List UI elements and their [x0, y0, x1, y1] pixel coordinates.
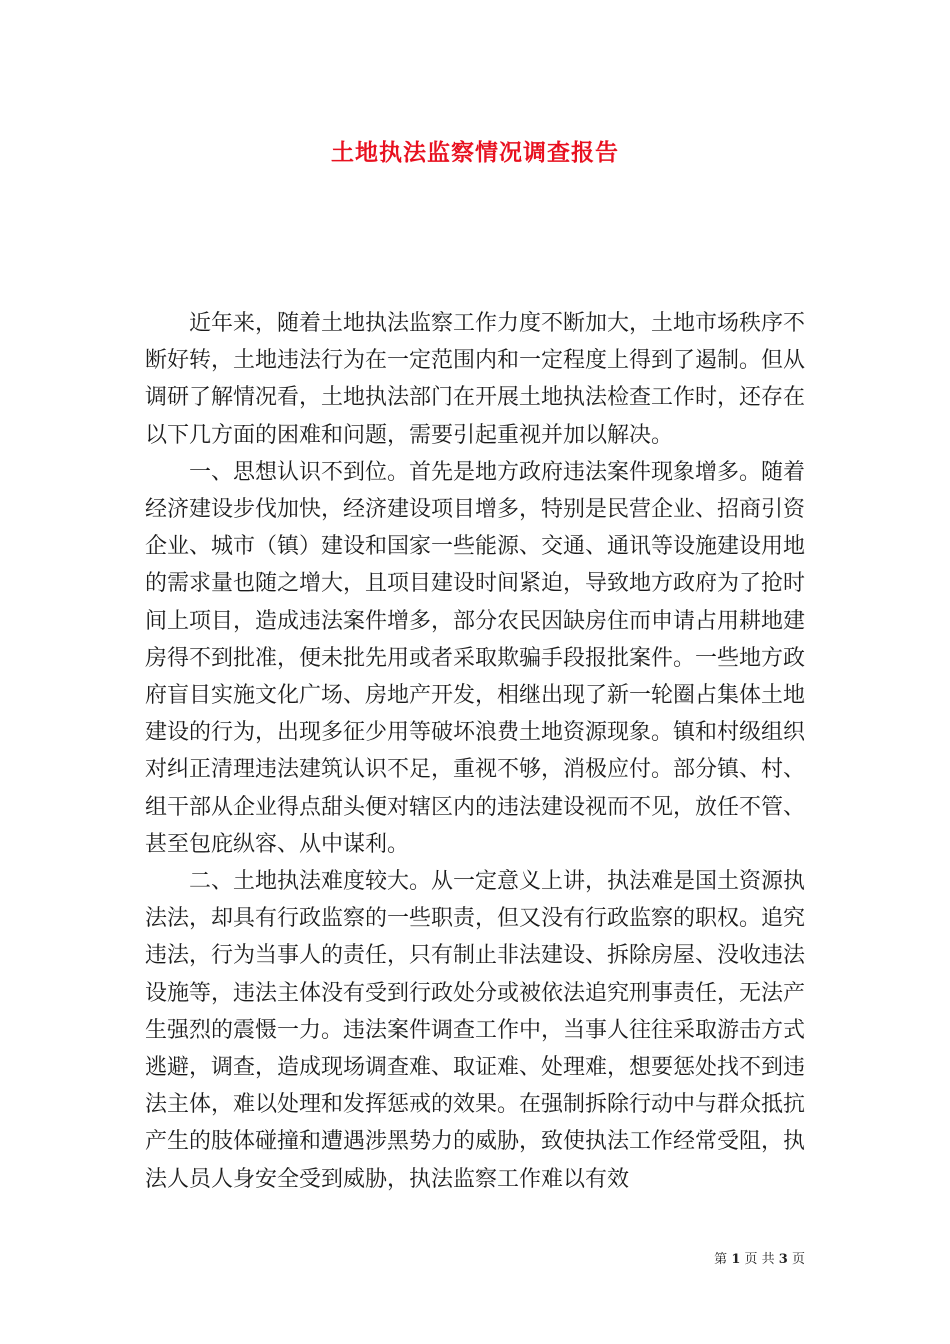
document-body	[145, 305, 805, 1198]
paragraph-section-1: 一、思想认识不到位。首先是地方政府违法案件现象增多。随着经济建设步伐加快，经济建设项目增多，特别是民营企业、招商引资企业、城市（镇）建设和国家一些能源、交通、通讯等设施建设用地的需求量也随之增大，且项目建设时间紧迫，导致地方政府为了抢时间上项目，造成违法案件增多，部分农民因缺房住而申请占用耕地建房得不到批准，便未批先用或者采取欺骗手段报批案件。一些地方政府盲目实施文化广场、房地产开发，相继出现了新一轮圈占集体土地建设的行为，出现多征少用等破坏浪费土地资源现象。镇和村级组织对纠正清理违法建筑认识不足，重视不够，消极应付。部分镇、村、组干部从企业得点甜头便对辖区内的违法建设视而不见，放任不管、甚至包庇纵容、从中谋利。	[145, 459, 806, 857]
page-title: 土地执法监察情况调查报告	[331, 139, 619, 166]
footer-suffix: 页	[791, 1252, 805, 1267]
footer-prefix: 第	[714, 1252, 728, 1267]
footer-total-pages: 3	[778, 1252, 788, 1267]
footer-current-page: 1	[731, 1252, 741, 1267]
paragraph-section-2: 二、土地执法难度较大。从一定意义上讲，执法难是国土资源执法法，却具有行政监察的一些职责，但又没有行政监察的职权。追究违法，行为当事人的责任，只有制止非法建设、拆除房屋、没收违法设施等，违法主体没有受到行政处分或被依法追究刑事责任，无法产生强烈的震慑一力。违法案件调查工作中，当事人往往采取游击方式逃避，调查，造成现场调查难、取证难、处理难，想要惩处找不到违法主体，难以处理和发挥惩戒的效果。在强制拆除行动中与群众抵抗产生的肢体碰撞和遭遇涉黑势力的威胁，致使执法工作经常受阻，执法人员人身安全受到威胁，执法监察工作难以有效	[145, 869, 806, 1192]
page-number-footer	[714, 1248, 805, 1267]
footer-middle: 页 共	[744, 1252, 775, 1267]
paragraph-intro: 近年来，随着土地执法监察工作力度不断加大，土地市场秩序不断好转，土地违法行为在一定范围内和一定程度上得到了遏制。但从调研了解情况看，土地执法部门在开展土地执法检查工作时，还存在以下几方面的困难和问题，需要引起重视并加以解决。	[145, 311, 806, 448]
